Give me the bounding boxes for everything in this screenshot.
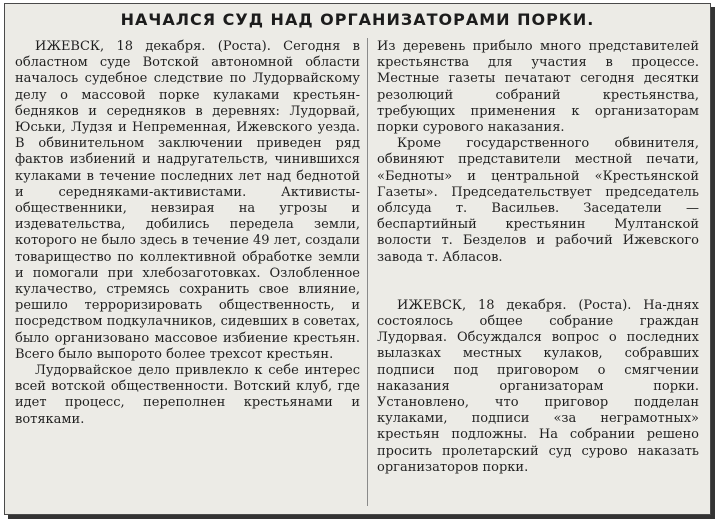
article-paragraph: ИЖЕВСК, 18 декабря. (Роста). На-днях состоялось общее собрание граждан Лудорвая. Обсуждался вопрос о последних вылазках местных кулаков, собравших подписи под приговором о смягчении наказания организаторам порки. Установлено, что приговор подделан кулаками, подписи «за неграмотных» крестьян подложны. На собрании решено просить пролетарский суд сурово наказать организаторов порки. <box>377 297 699 475</box>
newspaper-clipping <box>4 3 711 515</box>
article-paragraph: Лудорвайское дело привлекло к себе интерес всей вотской общественности. Вотский клуб, где идет процесс, переполнен крестьянами и вотяками. <box>15 363 360 427</box>
right-column <box>377 39 699 476</box>
column-divider <box>367 38 368 506</box>
article-paragraph: Кроме государственного обвинителя, обвиняют представители местной печати, «Бедноты» и центральной «Крестьянской Газеты». Председательствует председатель облсуда т. Васильев. Заседатели — беспартийный крестьянин Мултанской волости т. Безделов и рабочий Ижевского завода т. Абласов. <box>377 136 699 265</box>
left-column <box>15 39 360 428</box>
article-headline: НАЧАЛСЯ СУД НАД ОРГАНИЗАТОРАМИ ПОРКИ. <box>120 10 595 29</box>
article-paragraph: Из деревень прибыло много представителей крестьянства для участия в процессе. Местные газеты печатают сегодня десятки резолюций собраний крестьянства, требующих применения к организаторам порки сурового наказания. <box>377 39 699 136</box>
article-paragraph: ИЖЕВСК, 18 декабря. (Роста). Сегодня в областном суде Вотской автономной области началось судебное следствие по Лудорвайскому делу о массовой порке кулаками крестьян-бедняков и середняков в деревнях: Лудорвай, Юськи, Лудзя и Непременная, Ижевского уезда. В обвинительном заключении приведен ряд фактов избиений и надругательств, чинившихся кулаками в течение последних лет над беднотой и середняками-активистами. Активисты-общественники, невзирая на угрозы и издевательства, добились передела земли, которого не было здесь в течение 49 лет, создали товарищество по коллективной обработке земли и помогали при хлебозаготовках. Озлобленное кулачество, стремясь сохранить свое влияние, решило терроризировать общественность, и посредством подкулачников, сидевших в советах, было организовано массовое избиение крестьян. Всего было выпорото более трехсот крестьян. <box>15 39 360 362</box>
